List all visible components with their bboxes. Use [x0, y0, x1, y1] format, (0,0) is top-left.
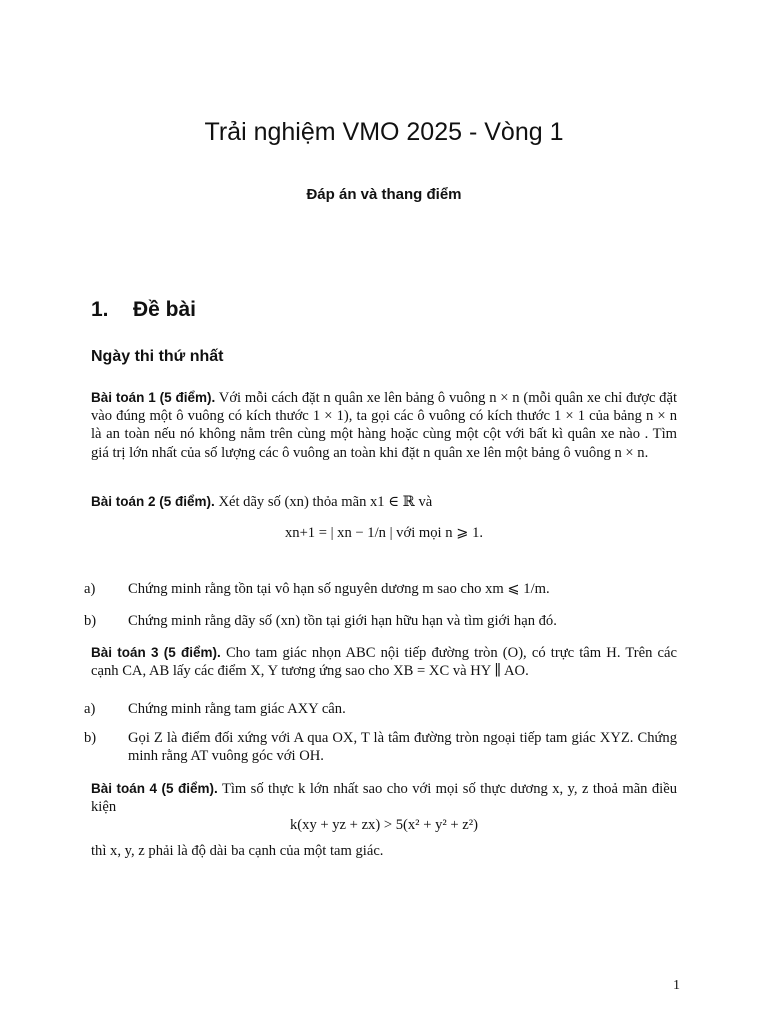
page-number: 1 — [673, 978, 680, 993]
problem-3-item-a — [84, 700, 677, 718]
problem-2-item-b-tag: b) — [84, 613, 97, 629]
problem-3-item-b-tag: b) — [84, 730, 97, 746]
section-number: 1. — [91, 298, 109, 321]
problem-4-label: Bài toán 4 (5 điểm). — [91, 781, 218, 796]
problem-4-formula — [91, 817, 677, 834]
problem-4 — [91, 780, 677, 816]
problem-2-item-b-text: Chứng minh rằng dãy số (xn) tồn tại giới hạn hữu hạn và tìm giới hạn đó. — [128, 613, 557, 629]
problem-3 — [91, 644, 677, 680]
section-heading — [91, 298, 196, 322]
problem-4-outro — [91, 842, 677, 860]
problem-2-item-a-text: Chứng minh rằng tồn tại vô hạn số nguyên dương m sao cho xm ⩽ 1/m. — [128, 581, 550, 597]
problem-2-item-a-tag: a) — [84, 581, 96, 597]
problem-4-formula-text: k(xy + yz + zx) > 5(x² + y² + z²) — [289, 817, 478, 833]
problem-3-item-a-tag: a) — [84, 701, 96, 717]
problem-2-intro: Xét dãy số (xn) thỏa mãn x1 ∈ ℝ và — [218, 494, 433, 510]
problem-4-intro: Tìm số thực k lớn nhất sao cho với mọi số thực dương x, y, z thoả mãn điều kiện — [91, 781, 677, 816]
document-title: Trải nghiệm VMO 2025 - Vòng 1 — [204, 118, 564, 146]
problem-2-formula-text: xn+1 = | xn − 1/n | với mọi n ⩾ 1. — [284, 525, 484, 541]
problem-2-item-a — [84, 580, 677, 598]
problem-2-formula — [91, 524, 677, 542]
problem-2-label: Bài toán 2 (5 điểm). — [91, 494, 215, 509]
problem-1-label: Bài toán 1 (5 điểm). — [91, 390, 216, 405]
problem-3-intro: Cho tam giác nhọn ABC nội tiếp đường tròn (O), có trực tâm H. Trên các cạnh CA, AB lấy các điểm X, Y tương ứng sao cho XB = XC và HY ∥ AO. — [91, 645, 677, 680]
problem-4-outro-text: thì x, y, z phải là độ dài ba cạnh của một tam giác. — [91, 843, 384, 859]
problem-2-item-b — [84, 612, 677, 630]
document-subtitle: Đáp án và thang điểm — [306, 186, 462, 203]
problem-3-item-b-text: Gọi Z là điểm đối xứng với A qua OX, T là tâm đường tròn ngoại tiếp tam giác XYZ. Chứng minh rằng AT vuông góc với OH. — [128, 730, 677, 765]
problem-3-item-a-text: Chứng minh rằng tam giác AXY cân. — [128, 701, 346, 717]
problem-3-label: Bài toán 3 (5 điểm). — [91, 645, 221, 660]
problem-3-item-b — [84, 729, 677, 765]
day-heading: Ngày thi thứ nhất — [91, 348, 224, 365]
problem-1 — [91, 389, 677, 462]
problem-2 — [91, 493, 677, 511]
problem-1-text: Với mỗi cách đặt n quân xe lên bảng ô vuông n × n (mỗi quân xe chỉ được đặt vào đúng một ô vuông có kích thước 1 × 1), ta gọi các ô vuông có kích thước 1 × 1 của bảng n × n là an toàn nếu nó không nằm trên cùng một hàng hoặc cùng một cột với bất kì quân xe nào . Tìm giá trị lớn nhất của số lượng các ô vuông an toàn khi đặt n quân xe lên một bảng ô vuông n × n. — [91, 390, 677, 461]
section-title: Đề bài — [133, 298, 197, 321]
